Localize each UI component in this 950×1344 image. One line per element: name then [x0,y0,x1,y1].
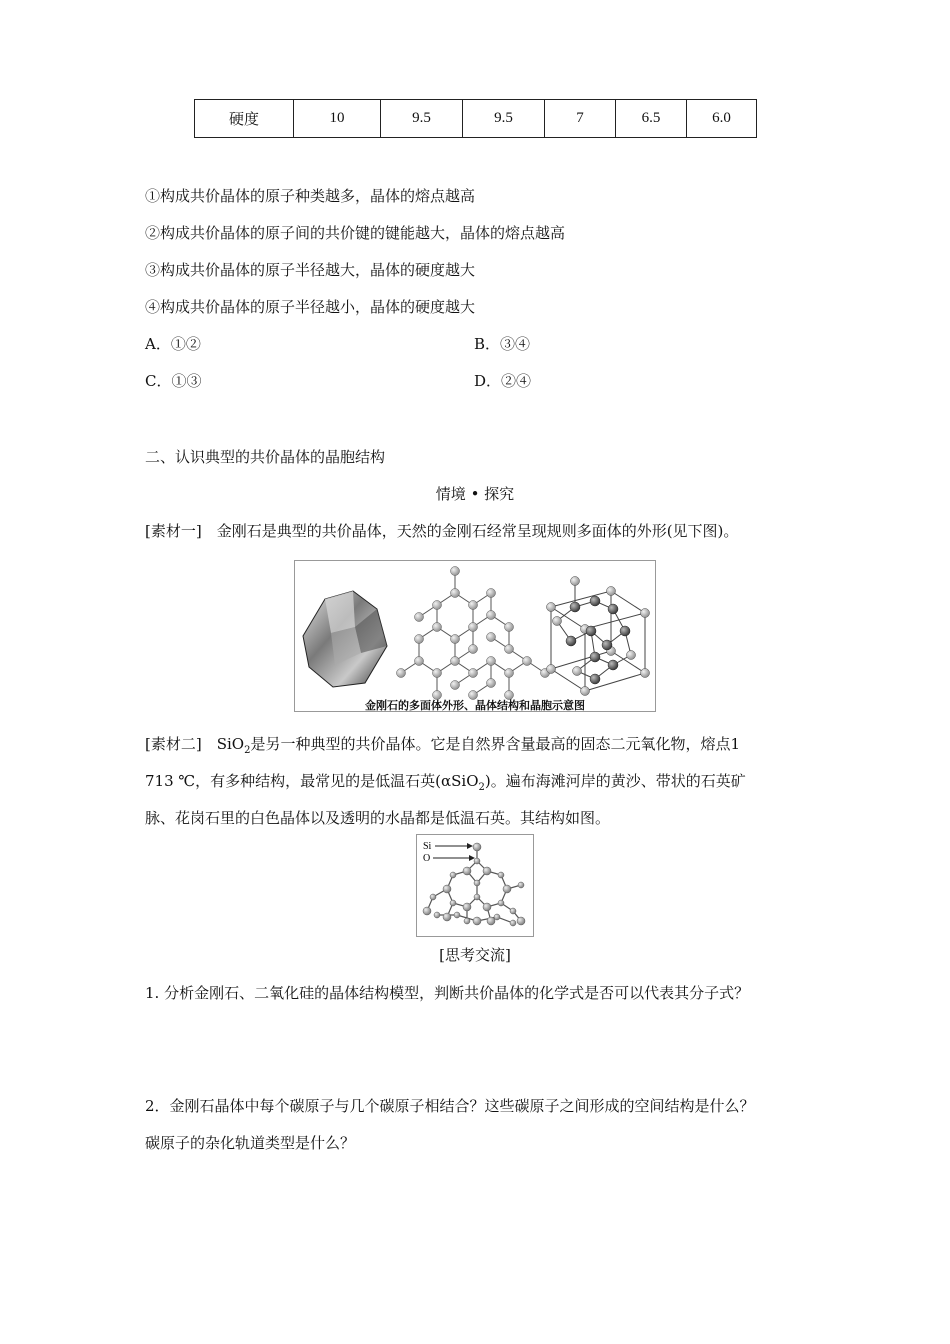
option-c: C．①③ [145,372,202,390]
material-2-line-2 [145,771,746,798]
si-label: Si [423,841,432,852]
table-cell: 6.5 [616,100,687,138]
option-d: D．②④ [474,372,532,390]
quartz-figure [416,834,534,937]
option-a: A．①② [145,335,201,353]
material-2-text: )。遍布海滩河岸的黄沙、带状的石英矿 [484,772,746,790]
table-row [195,100,757,138]
statement-1: ①构成共价晶体的原子种类越多，晶体的熔点越高 [145,187,476,205]
material-1: [素材一] 金刚石是典型的共价晶体，天然的金刚石经常呈现规则多面体的外形(见下图)。 [145,522,739,540]
table-cell: 硬度 [195,100,294,138]
option-b: B．③④ [474,335,531,353]
material-2-text: 是另一种典型的共价晶体。它是自然界含量最高的固态二元氧化物，熔点1 [250,735,740,753]
diamond-figure [294,560,656,712]
question-2-line-2: 碳原子的杂化轨道类型是什么？ [145,1134,356,1152]
quartz-structure-icon [417,835,533,936]
hardness-table [194,99,757,138]
material-2-line-3: 脉、花岗石里的白色晶体以及透明的水晶都是低温石英。其结构如图。 [145,809,611,827]
o-label: O [423,853,431,864]
diamond-illustration-icon [295,561,655,711]
question-1: 1. 分析金刚石、二氧化硅的晶体结构模型，判断共价晶体的化学式是否可以代表其分子式？ [145,984,750,1002]
table-cell: 9.5 [463,100,545,138]
table-cell: 6.0 [687,100,757,138]
table-cell: 9.5 [381,100,463,138]
subscript: 2 [478,782,485,793]
sub-title: 情境 • 探究 [435,485,515,503]
figure-caption: 金刚石的多面体外形、晶体结构和晶胞示意图 [365,699,585,712]
material-2-label: [素材二] SiO [145,735,245,753]
question-2-line-1: 2．金刚石晶体中每个碳原子与几个碳原子相结合？这些碳原子之间形成的空间结构是什么？ [145,1097,755,1115]
material-2-text: 713 ℃，有多种结构，最常见的是低温石英(αSiO [145,772,479,790]
think-title: [思考交流] [439,946,511,964]
section-title: 二、认识典型的共价晶体的晶胞结构 [145,448,386,466]
subscript: 2 [244,745,251,756]
material-2-line-1 [145,734,740,761]
statement-2: ②构成共价晶体的原子间的共价键的键能越大，晶体的熔点越高 [145,224,566,242]
statement-4: ④构成共价晶体的原子半径越小，晶体的硬度越大 [145,298,476,316]
table-cell: 10 [294,100,381,138]
statement-3: ③构成共价晶体的原子半径越大，晶体的硬度越大 [145,261,476,279]
table-cell: 7 [545,100,616,138]
